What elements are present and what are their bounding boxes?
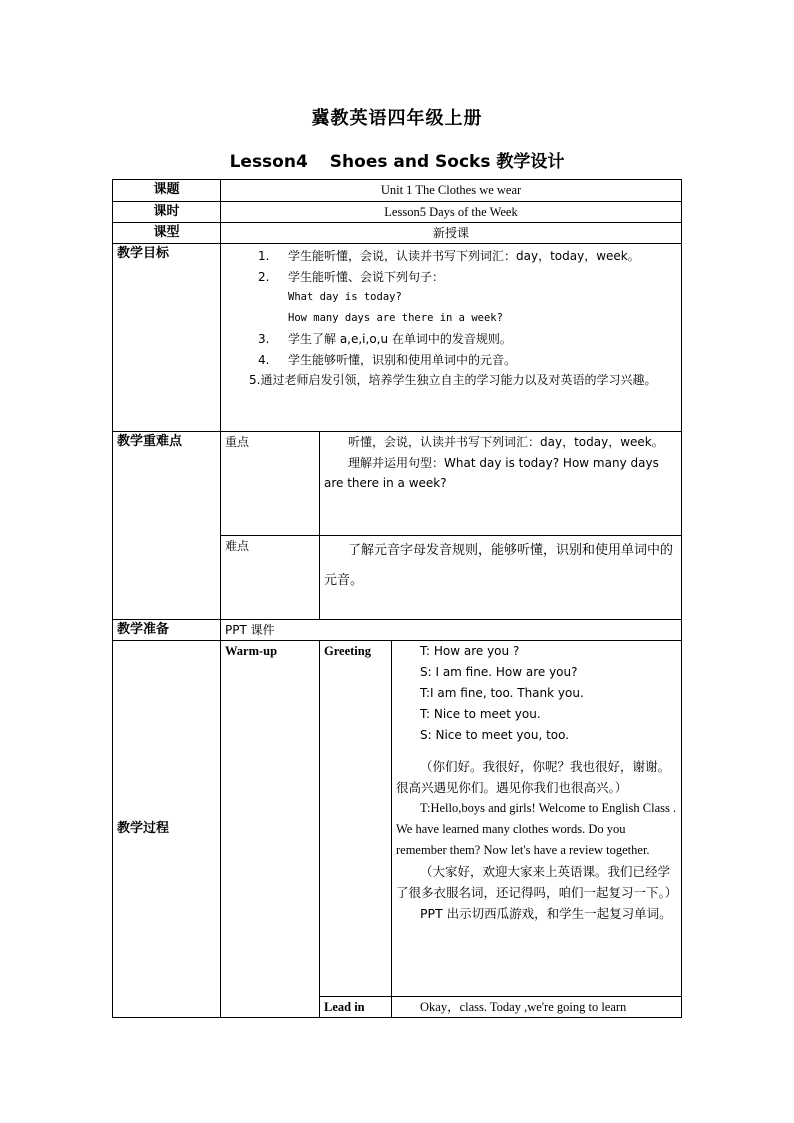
diff-label: 难点 (221, 536, 320, 620)
row-period (113, 202, 682, 223)
keypoints-label: 教学重难点 (113, 432, 221, 620)
lesson-name: Shoes and Socks (329, 152, 491, 172)
topic-label: 课题 (113, 180, 221, 202)
dialog-line: S: I am fine. How are you? (420, 665, 578, 679)
lesson-plan-table (112, 179, 682, 1018)
goal-item: 3. 学生了解 a,e,i,o,u 在单词中的发音规则。 (258, 332, 512, 346)
goals-list (225, 246, 677, 287)
prep-label: 教学准备 (113, 620, 221, 641)
row-goals (113, 244, 682, 432)
row-prep (113, 620, 682, 641)
ppt-text: PPT 出示切西瓜游戏，和学生一起复习单词。 (420, 906, 672, 921)
document-title: 冀教英语四年级上册 (311, 108, 483, 129)
period-value: Lesson5 Days of the Week (221, 202, 682, 223)
doc-type: 教学设计 (496, 152, 565, 172)
process-label: 教学过程 (113, 641, 221, 1018)
type-value: 新授课 (221, 223, 682, 244)
key-text-1: 听懂，会说，认读并书写下列词汇：day，today，week。 (348, 435, 664, 449)
row-type (113, 223, 682, 244)
key-content (320, 432, 682, 536)
goal-sentence: How many days are there in a week? (288, 312, 503, 324)
dialog-line: T:I am fine, too. Thank you. (420, 686, 584, 700)
welcome-en: T:Hello,boys and girls! Welcome to English Class . We have learned many clothes words. Do you remember them? Now let's have a review together. (396, 801, 677, 857)
leadin-label: Lead in (320, 997, 392, 1018)
goal-item-5: 5.通过老师启发引领，培养学生独立自主的学习能力以及对英语的学习兴趣。 (249, 373, 657, 387)
goal-sentence: What day is today? (288, 291, 402, 303)
greeting-content (392, 641, 682, 997)
row-process-greeting (113, 641, 682, 997)
goal-item: 4. 学生能够听懂，识别和使用单词中的元音。 (258, 352, 517, 367)
goals-cell (221, 244, 682, 432)
type-label: 课型 (113, 223, 221, 244)
topic-value: Unit 1 The Clothes we wear (221, 180, 682, 202)
goals-label: 教学目标 (113, 244, 221, 432)
lesson-title (0, 147, 794, 172)
greeting-label: Greeting (320, 641, 392, 997)
key-text-2: 理解并运用句型：What day is today? How many days are there in a week? (324, 455, 659, 490)
prep-value: PPT 课件 (221, 620, 682, 641)
dialog-translation: （你们好。我很好，你呢？我也很好，谢谢。很高兴遇见你们。遇见你我们也很高兴。） (396, 759, 671, 795)
row-topic (113, 180, 682, 202)
goals-list-more (225, 329, 677, 370)
goal-item: 1. 学生能听懂，会说，认读并书写下列词汇：day，today，week。 (258, 249, 640, 263)
diff-content: 了解元音字母发音规则，能够听懂，识别和使用单词中的元音。 (320, 536, 682, 620)
welcome-cn: （大家好，欢迎大家来上英语课。我们已经学了很多衣服名词，还记得吗，咱们一起复习一下。） (396, 864, 678, 900)
period-label: 课时 (113, 202, 221, 223)
dialog-line: S: Nice to meet you, too. (420, 728, 570, 742)
row-keypoint (113, 432, 682, 536)
goal-item: 2. 学生能听懂、会说下列句子： (258, 269, 445, 284)
lesson-code: Lesson4 (229, 152, 308, 172)
key-label: 重点 (221, 432, 320, 536)
dialog-line: T: Nice to meet you. (420, 707, 541, 721)
leadin-content: Okay，class. Today ,we're going to learn (392, 997, 682, 1018)
dialog-line: T: How are you ? (420, 644, 520, 658)
warmup-label: Warm-up (221, 641, 320, 1018)
